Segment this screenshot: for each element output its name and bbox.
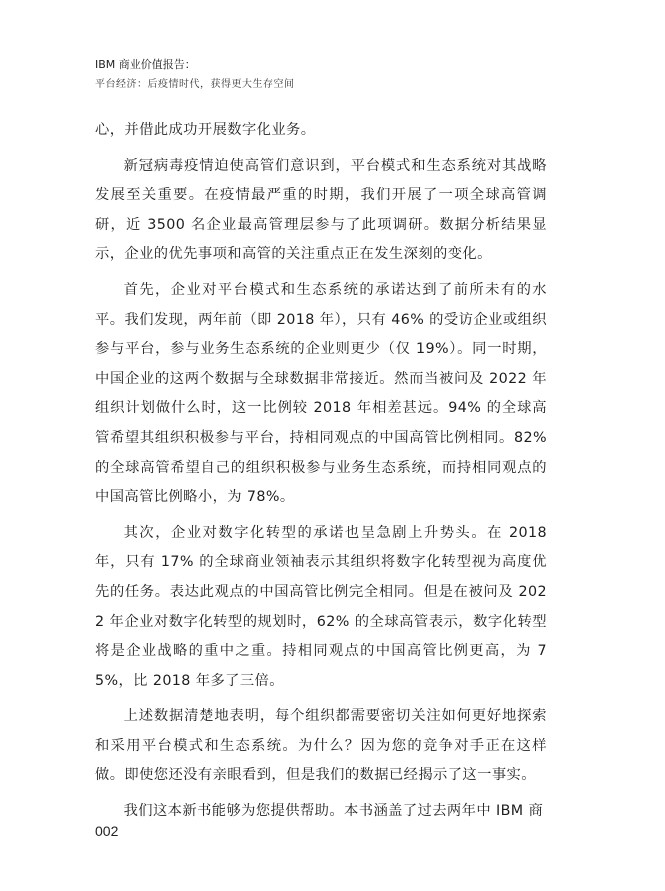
page-number: 002: [95, 823, 119, 839]
body-text: [95, 116, 547, 833]
paragraph: 首先，企业对平台模式和生态系统的承诺达到了前所未有的水平。我们发现，两年前（即 2018 年），只有 46% 的受访企业或组织参与平台，参与业务生态系统的企业则更少（仅 19%）。同一时期，中国企业的这两个数据与全球数据非常接近。然而当被问及 2022 年组织计划做什么时，这一比例较 2018 年相差甚远。94% 的全球高管希望其组织积极参与平台，持相同观点的中国高管比例相同。82% 的全球高管希望自己的组织积极参与业务生态系统，而持相同观点的中国高管比例略小，为 78%。: [95, 281, 547, 506]
paragraph: 新冠病毒疫情迫使高管们意识到，平台模式和生态系统对其战略发展至关重要。在疫情最严重的时期，我们开展了一项全球高管调研，近 3500 名企业最高管理层参与了此项调研。数据分析结果显示，企业的优先事项和高管的关注重点正在发生深刻的变化。: [95, 157, 547, 263]
paragraph: 上述数据清楚地表明，每个组织都需要密切关注如何更好地探索和采用平台模式和生态系统。为什么？因为您的竞争对手正在这样做。即使您还没有亲眼看到，但是我们的数据已经揭示了这一事实。: [95, 708, 547, 784]
report-subtitle: 平台经济：后疫情时代，获得更大生存空间: [95, 79, 295, 90]
report-series-title: IBM 商业价值报告：: [95, 58, 196, 71]
running-header: [95, 58, 555, 92]
paragraph: 我们这本新书能够为您提供帮助。本书涵盖了过去两年中 IBM 商: [123, 803, 544, 820]
paragraph: 其次，企业对数字化转型的承诺也呈急剧上升势头。在 2018 年，只有 17% 的全球商业领袖表示其组织将数字化转型视为高度优先的任务。表达此观点的中国高管比例完全相同。但是在被问及 2022 年企业对数字化转型的规划时，62% 的全球高管表示，数字化转型将是企业战略的重中之重。持相同观点的中国高管比例更高，为 75%，比 2018 年多了三倍。: [95, 524, 547, 689]
paragraph: 心，并借此成功开展数字化业务。: [95, 122, 316, 138]
